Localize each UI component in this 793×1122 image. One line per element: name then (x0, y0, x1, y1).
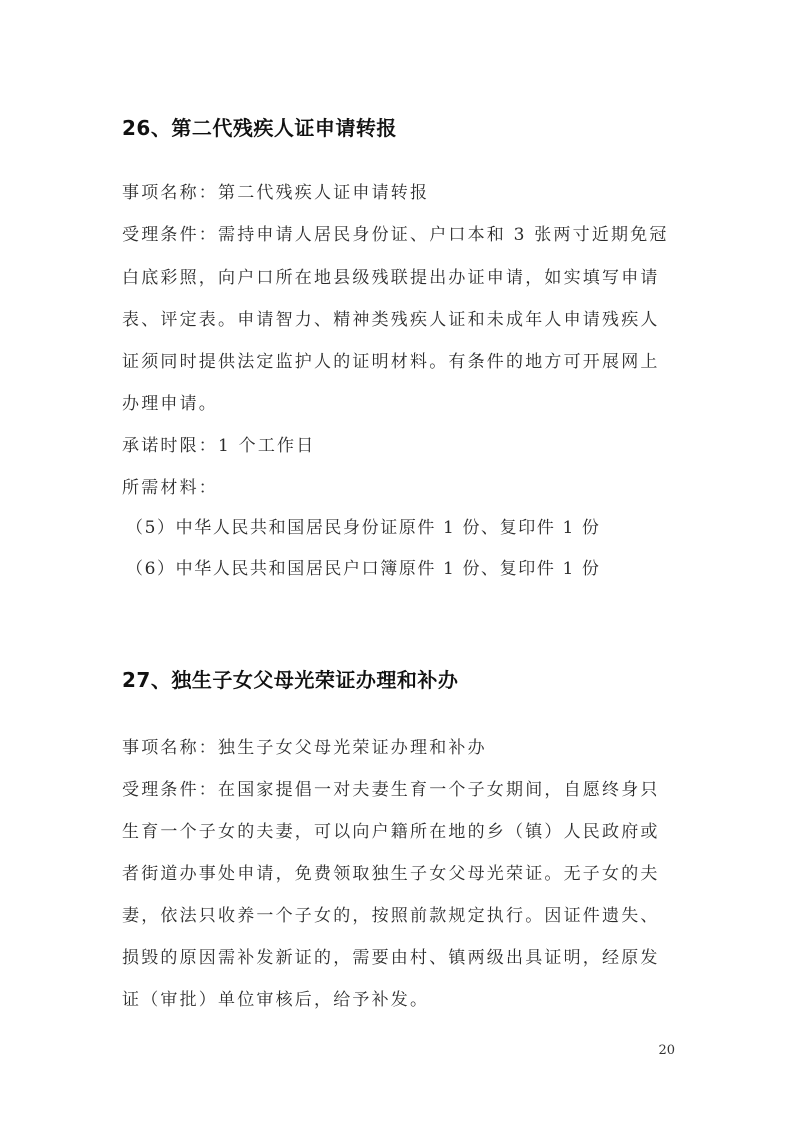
paragraph-line: 证（审批）单位审核后，给予补发。 (122, 990, 430, 1010)
item-name-line: 事项名称：独生子女父母光荣证办理和补办 (122, 738, 487, 758)
material-item: （5）中华人民共和国居民身份证原件 1 份、复印件 1 份 (126, 518, 601, 538)
acceptance-conditions-line: 受理条件：在国家提倡一对夫妻生育一个子女期间，自愿终身只 (122, 780, 660, 800)
paragraph-line: 证须同时提供法定监护人的证明材料。有条件的地方可开展网上 (122, 352, 660, 372)
required-materials-label: 所需材料： (122, 478, 218, 498)
acceptance-conditions-line: 受理条件：需持申请人居民身份证、户口本和 3 张两寸近期免冠 (122, 225, 669, 245)
time-limit-line: 承诺时限：1 个工作日 (122, 436, 316, 456)
paragraph-line: 者街道办事处申请，免费领取独生子女父母光荣证。无子女的夫 (122, 864, 660, 884)
item-name-line: 事项名称：第二代残疾人证申请转报 (122, 183, 430, 203)
paragraph-line: 妻，依法只收养一个子女的，按照前款规定执行。因证件遗失、 (122, 906, 660, 926)
paragraph-line: 白底彩照，向户口所在地县级残联提出办证申请，如实填写申请 (122, 268, 660, 288)
section-heading-27: 27、独生子女父母光荣证办理和补办 (122, 668, 459, 692)
paragraph-line: 损毁的原因需补发新证的，需要由村、镇两级出具证明，经原发 (122, 948, 660, 968)
paragraph-line: 表、评定表。申请智力、精神类残疾人证和未成年人申请残疾人 (122, 310, 660, 330)
page-number: 20 (658, 1043, 675, 1058)
paragraph-line: 生育一个子女的夫妻，可以向户籍所在地的乡（镇）人民政府或 (122, 822, 660, 842)
paragraph-line: 办理申请。 (122, 394, 218, 414)
material-item: （6）中华人民共和国居民户口簿原件 1 份、复印件 1 份 (126, 559, 601, 579)
section-heading-26: 26、第二代残疾人证申请转报 (122, 116, 397, 140)
